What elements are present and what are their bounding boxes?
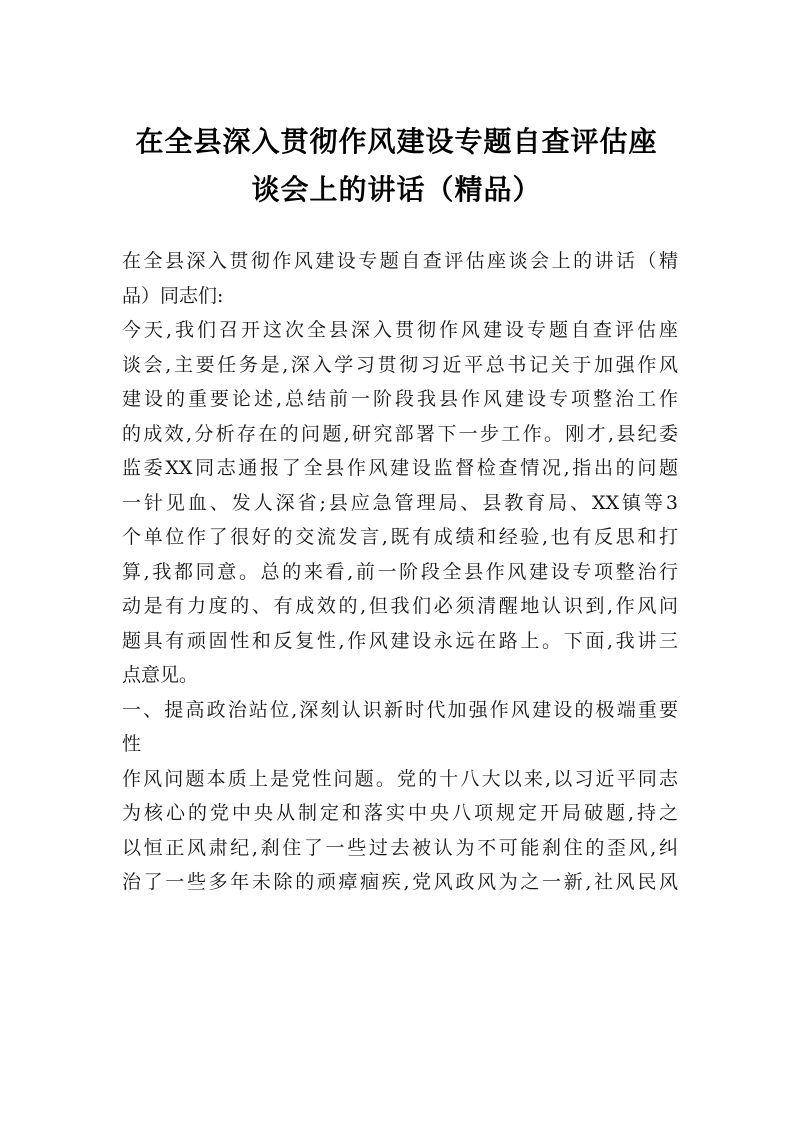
body-line: 点意见。: [122, 664, 199, 686]
body-line: 个单位作了很好的交流发言,既有成绩和经验,也有反思和打: [122, 526, 678, 548]
body-line: 监委XX同志通报了全县作风建设监督检查情况,指出的问题: [122, 457, 678, 479]
title-line-2: 谈会上的讲话（精品）: [251, 173, 542, 206]
body-line: 谈会,主要任务是,深入学习贯彻习近平总书记关于加强作风: [122, 353, 678, 376]
document-body: [122, 244, 678, 900]
title-line-1: 在全县深入贯彻作风建设专题自查评估座: [135, 125, 658, 158]
body-line: 治了一些多年未除的顽瘴痼疾,党风政风为之一新,社风民风: [122, 871, 678, 893]
section-heading-line: 性: [122, 733, 142, 755]
body-line: 为核心的党中央从制定和落实中央八项规定开局破题,持之: [122, 802, 678, 824]
body-line: 算,我都同意。总的来看,前一阶段全县作风建设专项整治行: [122, 560, 678, 583]
section-heading-line: 一、提高政治站位,深刻认识新时代加强作风建设的极端重要: [122, 698, 678, 721]
document-title: [110, 118, 683, 214]
body-line: 品）同志们:: [122, 284, 224, 307]
body-line: 在全县深入贯彻作风建设专题自查评估座谈会上的讲话（精: [122, 250, 678, 272]
body-line: 建设的重要论述,总结前一阶段我县作风建设专项整治工作: [122, 388, 678, 410]
body-line: 一针见血、发人深省;县应急管理局、县教育局、XX镇等3: [122, 491, 678, 514]
body-line: 动是有力度的、有成效的,但我们必须清醒地认识到,作风问: [122, 595, 678, 617]
body-line: 作风问题本质上是党性问题。党的十八大以来,以习近平同志: [122, 767, 678, 790]
body-line: 题具有顽固性和反复性,作风建设永远在路上。下面,我讲三: [122, 629, 678, 652]
body-line: 今天,我们召开这次全县深入贯彻作风建设专题自查评估座: [122, 319, 678, 341]
body-line: 的成效,分析存在的问题,研究部署下一步工作。刚才,县纪委: [122, 422, 678, 445]
body-line: 以恒正风肃纪,刹住了一些过去被认为不可能刹住的歪风,纠: [122, 836, 678, 859]
